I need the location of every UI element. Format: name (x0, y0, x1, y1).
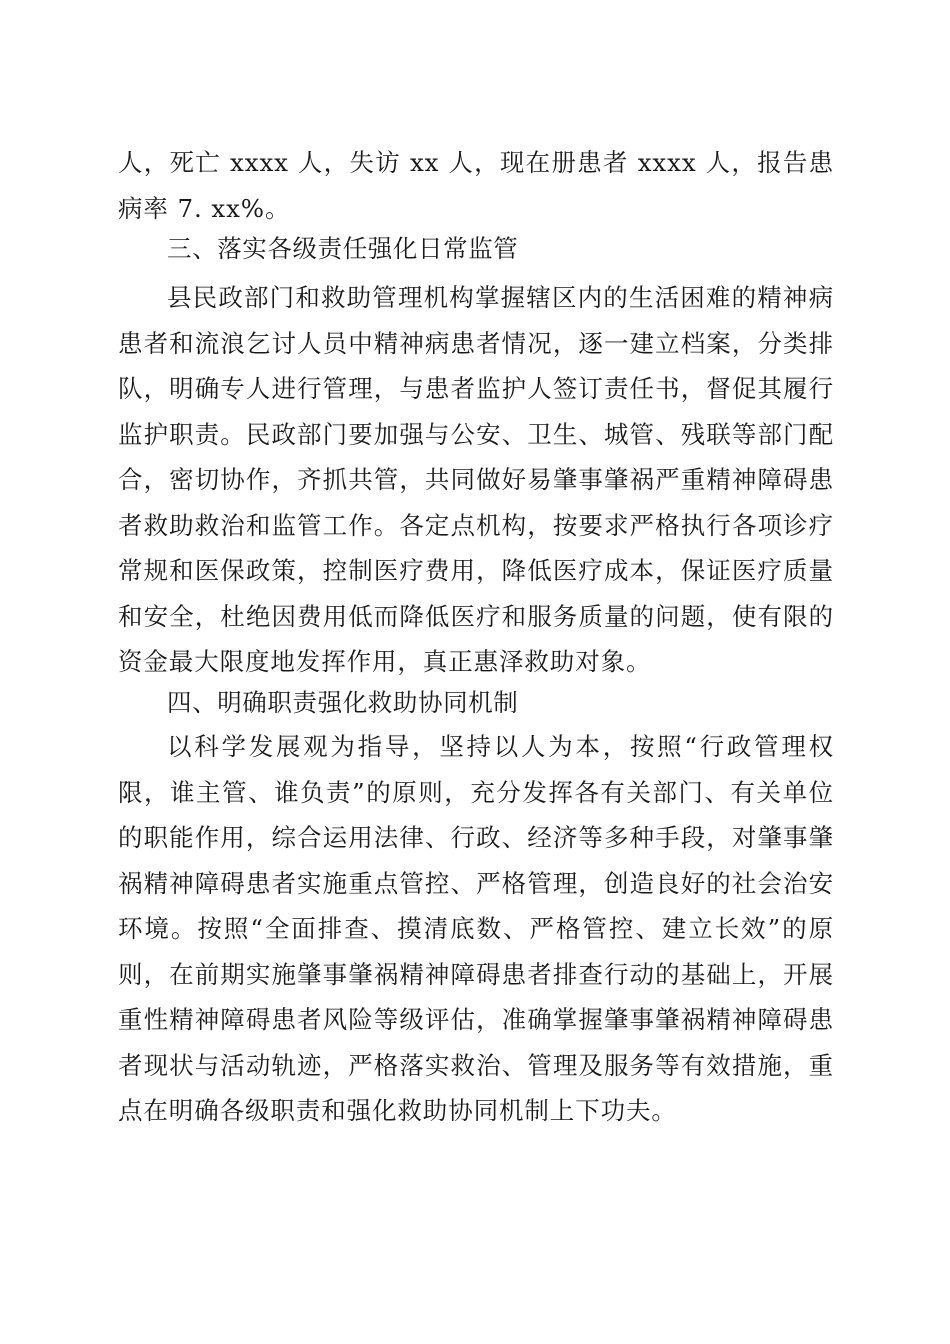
section-heading-3: 三、落实各级责任强化日常监管 (167, 234, 519, 263)
paragraph-continued: 人，死亡 xxxx 人，失访 xx 人，现在册患者 xxxx 人，报告患病率 7. xx%。 (118, 148, 834, 223)
paragraph-section-4: 以科学发展观为指导，坚持以人为本，按照“行政管理权限，谁主管、谁负责”的原则，充分发挥各有关部门、有关单位的职能作用，综合运用法律、行政、经济等多种手段，对肇事肇祸精神障碍患者实施重点管控、严格管理，创造良好的社会治安环境。按照“全面排查、摸清底数、严格管控、建立长效”的原则，在前期实施肇事肇祸精神障碍患者排查行动的基础上，开展重性精神障碍患者风险等级评估，准确掌握肇事肇祸精神障碍患者现状与活动轨迹，严格落实救治、管理及服务等有效措施，重点在明确各级职责和强化救助协同机制上下功夫。 (118, 732, 834, 1125)
section-heading-4: 四、明确职责强化救助协同机制 (167, 688, 519, 717)
paragraph-section-3: 县民政部门和救助管理机构掌握辖区内的生活困难的精神病患者和流浪乞讨人员中精神病患者情况，逐一建立档案，分类排队，明确专人进行管理，与患者监护人签订责任书，督促其履行监护职责。民政部门要加强与公安、卫生、城管、残联等部门配合，密切协作，齐抓共管，共同做好易肇事肇祸严重精神障碍患者救助救治和监管工作。各定点机构，按要求严格执行各项诊疗常规和医保政策，控制医疗费用，降低医疗成本，保证医疗质量和安全，杜绝因费用低而降低医疗和服务质量的问题，使有限的资金最大限度地发挥作用，真正惠泽救助对象。 (118, 283, 834, 676)
